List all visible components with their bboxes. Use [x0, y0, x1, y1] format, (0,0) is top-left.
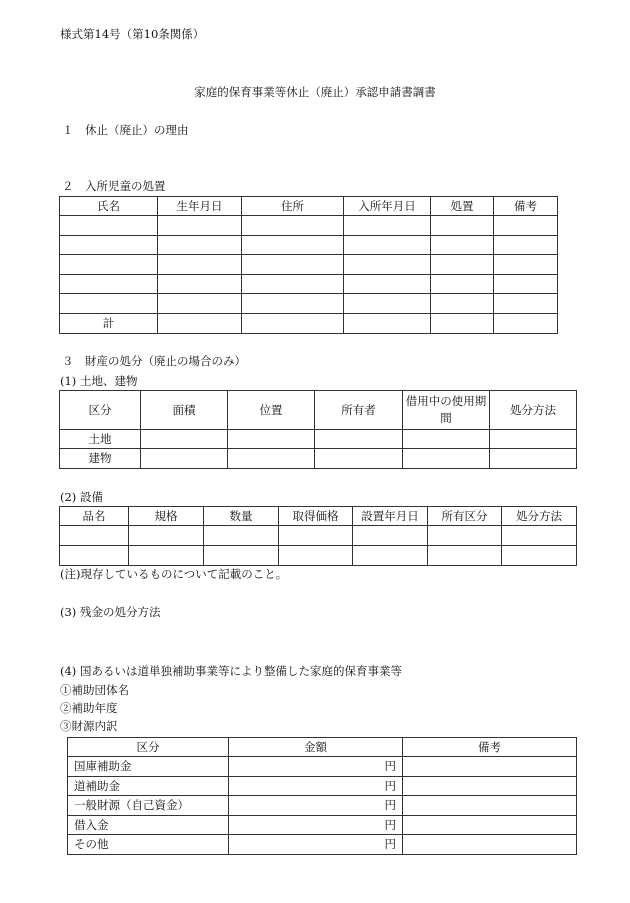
total-row [60, 314, 558, 334]
subsection4-heading: (4) 国あるいは道単独補助事業等により整備した家庭的保育事業等 [60, 664, 402, 678]
row-label-loan: 借入金 [68, 816, 229, 835]
row-label-land: 土地 [60, 430, 141, 449]
table-row [60, 449, 577, 469]
col-header-category: 区分 [60, 391, 141, 430]
col-header-disposal-method: 処分方法 [502, 507, 577, 526]
col-header-admission-date: 入所年月日 [344, 197, 431, 216]
subsection1-heading: (1) 土地、建物 [60, 374, 138, 388]
col-header-remarks: 備考 [403, 738, 577, 757]
col-header-birthdate: 生年月日 [158, 197, 242, 216]
table-row [68, 816, 577, 835]
amount-cell[interactable]: 円 [229, 777, 403, 796]
document-title: 家庭的保育事業等休止（廃止）承認申請書調書 [194, 85, 436, 99]
col-header-ownership-class: 所有区分 [428, 507, 502, 526]
col-header-installation-date: 設置年月日 [353, 507, 428, 526]
children-disposition-table [59, 196, 558, 334]
table-row [60, 255, 558, 275]
section2-heading: ２ 入所児童の処置 [62, 179, 166, 193]
table-row [68, 835, 577, 855]
table-row [60, 275, 558, 294]
table-row [60, 216, 558, 236]
table-row [60, 236, 558, 255]
total-label: 計 [60, 314, 158, 334]
col-header-spec: 規格 [129, 507, 204, 526]
row-label-national-subsidy: 国庫補助金 [68, 757, 229, 777]
col-header-lease-period: 借用中の使用期間 [403, 391, 490, 430]
col-header-category: 区分 [68, 738, 229, 757]
table-row [60, 526, 577, 546]
section3-heading: ３ 財産の処分（廃止の場合のみ） [62, 354, 246, 368]
equipment-table [59, 506, 577, 566]
table-row [68, 757, 577, 777]
col-header-disposition: 処置 [431, 197, 494, 216]
subsection2-heading: (2) 設備 [60, 490, 103, 504]
table-row [60, 294, 558, 314]
col-header-amount: 金額 [229, 738, 403, 757]
equipment-note: (注)現存しているものについて記載のこと。 [60, 567, 288, 581]
col-header-disposal-method: 処分方法 [490, 391, 577, 430]
subsection3-heading: (3) 残金の処分方法 [60, 605, 161, 619]
col-header-item-name: 品名 [60, 507, 129, 526]
col-header-address: 住所 [242, 197, 344, 216]
amount-cell[interactable]: 円 [229, 796, 403, 816]
table-row [60, 546, 577, 566]
row-label-building: 建物 [60, 449, 141, 469]
table-row [68, 777, 577, 796]
amount-cell[interactable]: 円 [229, 835, 403, 855]
amount-cell[interactable]: 円 [229, 757, 403, 777]
form-number: 様式第14号（第10条関係） [60, 27, 205, 41]
funding-breakdown-table [67, 737, 577, 855]
table-row [68, 796, 577, 816]
row-label-prefectural-subsidy: 道補助金 [68, 777, 229, 796]
col-header-area: 面積 [141, 391, 228, 430]
table-row [60, 430, 577, 449]
row-label-other: その他 [68, 835, 229, 855]
amount-cell[interactable]: 円 [229, 816, 403, 835]
item-funding-breakdown: ③財源内訳 [60, 719, 118, 733]
col-header-quantity: 数量 [204, 507, 279, 526]
col-header-name: 氏名 [60, 197, 158, 216]
row-label-general-funds: 一般財源（自己資金） [68, 796, 229, 816]
item-subsidy-group: ①補助団体名 [60, 683, 129, 697]
col-header-location: 位置 [228, 391, 315, 430]
section1-heading: １ 休止（廃止）の理由 [62, 123, 189, 137]
col-header-acquisition-price: 取得価格 [279, 507, 353, 526]
land-building-table [59, 390, 577, 469]
item-subsidy-year: ②補助年度 [60, 701, 118, 715]
col-header-owner: 所有者 [315, 391, 403, 430]
col-header-remarks: 備考 [494, 197, 558, 216]
